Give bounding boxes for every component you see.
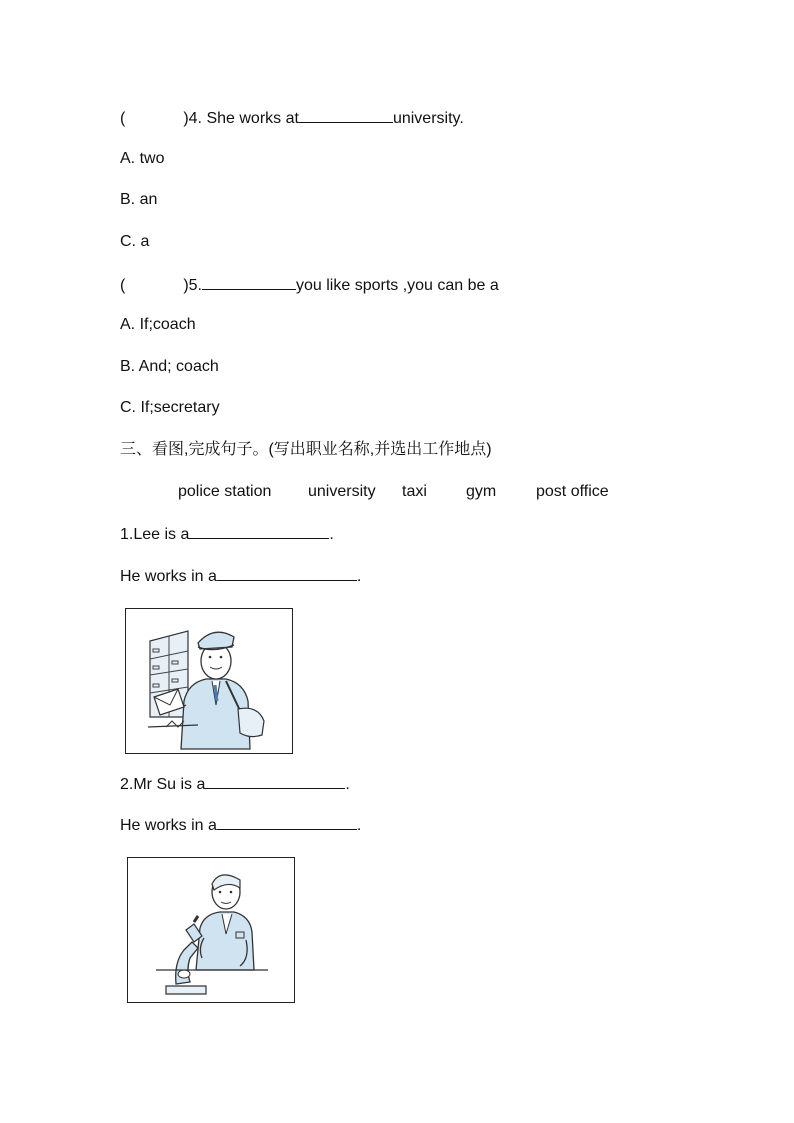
period: . [356, 568, 362, 585]
postman-picture [125, 608, 293, 754]
item-1-place-blank[interactable] [217, 565, 357, 581]
item-2-line-1 [120, 773, 350, 795]
section-3-heading: 三、看图,完成句子。(写出职业名称,并选出工作地点) [120, 441, 492, 458]
item-1-line-2 [120, 565, 361, 587]
item-1-prompt-2: He works in a [120, 568, 217, 585]
question-4-after: university. [392, 110, 464, 127]
paren-open: ( [120, 277, 126, 294]
question-5-text: )5. [183, 277, 202, 294]
word-bank [178, 482, 609, 502]
question-5 [120, 274, 499, 296]
option-4c: C. a [120, 233, 150, 250]
item-2-job-blank[interactable] [205, 773, 345, 789]
option-5b: B. And; coach [120, 358, 219, 375]
option-5a: A. If;coach [120, 316, 196, 333]
option-5c: C. If;secretary [120, 399, 220, 416]
item-2-place-blank[interactable] [217, 814, 357, 830]
word-bank-item: taxi [402, 483, 427, 500]
word-bank-item: post office [536, 483, 609, 500]
scientist-picture [127, 857, 295, 1003]
item-2-prompt: 2.Mr Su is a [120, 776, 206, 793]
word-bank-item: police station [178, 483, 272, 500]
question-4-text: )4. She works at [183, 110, 299, 127]
period: . [356, 817, 362, 834]
item-1-prompt: 1.Lee is a [120, 526, 190, 543]
question-5-after: you like sports ,you can be a [296, 277, 499, 294]
item-1-line-1 [120, 523, 334, 545]
item-2-prompt-2: He works in a [120, 817, 217, 834]
question-4 [120, 107, 464, 129]
item-2-line-2 [120, 814, 361, 836]
word-bank-item: university [308, 483, 376, 500]
word-bank-item: gym [466, 483, 497, 500]
blank-4[interactable] [299, 107, 393, 123]
period: . [329, 526, 334, 543]
item-1-job-blank[interactable] [189, 523, 329, 539]
blank-5[interactable] [202, 274, 296, 290]
paren-open: ( [120, 110, 126, 127]
scientist-illustration [128, 858, 294, 1002]
option-4a: A. two [120, 150, 165, 167]
postman-illustration [126, 609, 292, 753]
option-4b: B. an [120, 191, 158, 208]
period: . [345, 776, 350, 793]
